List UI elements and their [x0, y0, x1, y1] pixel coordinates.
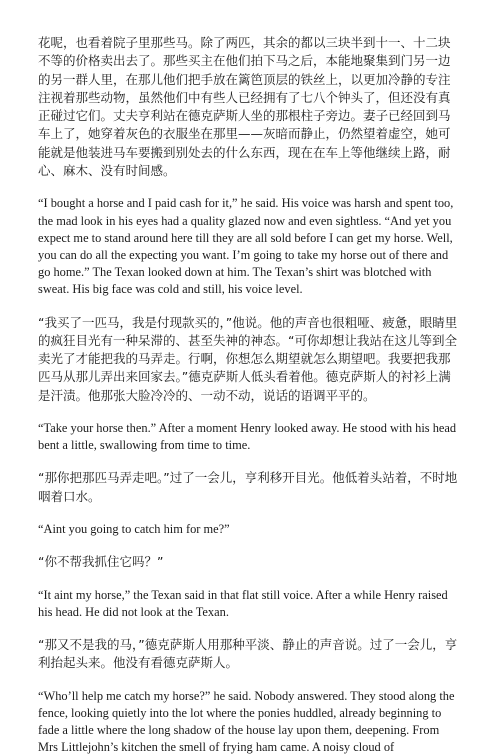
paragraph-zh-5: “那又不是我的马，”德克萨斯人用那种平淡、静止的声音说。过了一会儿，亨利抬起头来。他没有看德克萨斯人。	[38, 636, 458, 671]
paragraph-zh-3: “那你把那匹马弄走吧。”过了一会儿，亨利移开目光。他低着头站着，不时地咽着口水。	[38, 470, 458, 504]
paragraph-zh-1: 花呢，也看着院子里那些马。除了两匹，其余的都以三块半到十一、十二块不等的价格卖出去了。那些买主在他们拍下马之后，本能地聚集到门另一边的另一群人里，在那儿他们把手放在篱笆顶层的铁丝上，以更加冷静的专注注视着那些动物，虽然他们中有些人已经拥有了七八个钟头了，但还没有真正碰过它们。丈夫亨利站在德克萨斯人坐的那根柱子旁边。妻子已经回到马车上了，她穿着灰色的衣服坐在那里——灰暗而静止，仍然望着虚空，她可能就是他装进马车要搬到别处去的什么东西，现在在车上等他继续上路，耐心、麻木、没有时间感。	[38, 35, 451, 179]
paragraph-zh-2: “我买了一匹马，我是付现款买的，”他说。他的声音也很粗哑、疲惫，眼睛里的疯狂目光有一种呆滞的、甚至失神的神态。“可你却想让我站在这儿等到全卖光了才能把我的马弄走。行啊，你想怎么期望就怎么期望吧。我要把我那匹马从那儿弄出来回家去。”德克萨斯人低头看着他。德克萨斯人的衬衫上满是汗渍。他那张大脸冷冷的、一动不动，说话的语调平平的。	[38, 314, 458, 403]
paragraph-en-4: “It aint my horse,” the Texan said in that flat still voice. After a while Henry raised his head. He did not look at the Texan.	[38, 587, 448, 619]
paragraph-en-3: “Aint you going to catch him for me?”	[38, 522, 230, 537]
paragraph-en-1: “I bought a horse and I paid cash for it,” he said. His voice was harsh and spent too, the mad look in his eyes had a quality glazed now and even sightless. “And yet you expect me to stand around here till they are all sold before I can get my horse. Well, you can do all the expecting you want. I’m going to take my horse out of there and go home.” The Texan looked down at him. The Texan’s shirt was blotched with sweat. His big face was cold and still, his voice level.	[38, 196, 454, 297]
paragraph-en-5: “Who’ll help me catch my horse?” he said. Nobody answered. They stood along the fence, looking quietly into the lot where the ponies huddled, already beginning to fade a little where the long shadow of the house lay upon them, deepening. From Mrs Littlejohn’s kitchen the smell of frying ham came. A noisy cloud of	[38, 688, 455, 755]
paragraph-zh-4: “你不帮我抓住它吗？”	[38, 554, 164, 570]
paragraph-en-2: “Take your horse then.” After a moment Henry looked away. He stood with his head bent a little, swallowing from time to time.	[38, 421, 457, 453]
